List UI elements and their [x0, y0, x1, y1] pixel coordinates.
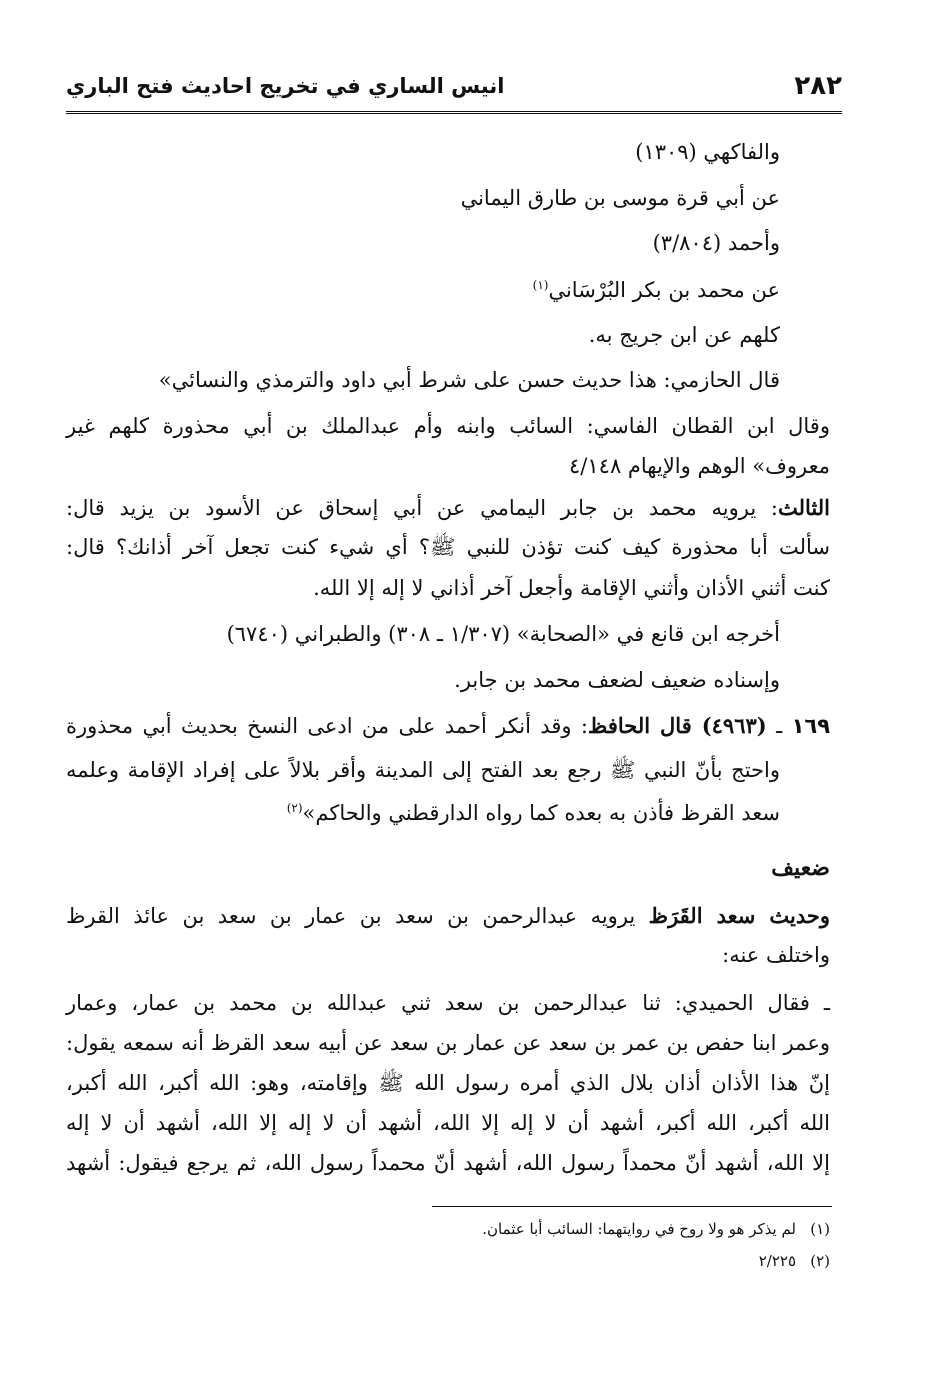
text-line: قال الحازمي: هذا حديث حسن على شرط أبي داود والترمذي والنسائي»: [158, 368, 780, 392]
text-line: إلا الله، أشهد أنّ محمداً رسول الله، أشهد أنّ محمداً رسول الله، ثم يرجع فيقول: أشهد: [66, 1151, 830, 1175]
text-line: سعد القرظ فأذن به بعده كما رواه الدارقطني والحاكم»$^{(٢)}$: [286, 801, 780, 825]
text-line: معروف» الوهم والإيهام ٤/١٤٨: [569, 454, 830, 478]
text-line: واحتج بأنّ النبي ﷺ رجع بعد الفتح إلى المدينة وأقر بلالاً على إفراد الإقامة وعلمه: [66, 758, 780, 782]
text-line: كلهم عن ابن جريج به.: [588, 323, 780, 347]
hadith-title: وحديث سعد القَرَظ: [648, 903, 830, 928]
entry-reference: (٤٩٦٣) قال الحافظ: [587, 713, 767, 738]
text-line: واختلف عنه:: [722, 943, 830, 967]
entry-heading: ١٦٩ ـ (٤٩٦٣) قال الحافظ: وقد أنكر أحمد على من ادعى النسخ بحديث أبي محذورة: [66, 713, 831, 738]
text-line: وحديث سعد القَرَظ يرويه عبدالرحمن بن سعد بن عمار بن سعد بن عائذ القرظ: [66, 903, 830, 928]
text-line: سألت أبا محذورة كيف كنت تؤذن للنبي ﷺ؟ أي شيء كنت تجعل آخر أذانك؟ قال:: [66, 535, 830, 559]
footnote-1: (١)لم يذكر هو ولا روح في روايتهما: السائب أبا عثمان.: [482, 1220, 830, 1238]
text-line: ـ فقال الحميدي: ثنا عبدالرحمن بن سعد ثني عبدالله بن محمد بن عمار، وعمار: [66, 991, 830, 1015]
text-line: إنّ هذا الأذان أذان بلال الذي أمره رسول الله ﷺ وإقامته، وهو: الله أكبر، الله أكبر،: [66, 1071, 830, 1095]
page-number: ٢٨٢: [794, 71, 842, 101]
footnote-2: (٢)٢/٢٢٥: [758, 1252, 830, 1270]
footnote-ref[interactable]: (١): [532, 278, 549, 292]
page-header: [66, 66, 842, 106]
footnote-rule: [432, 1206, 832, 1207]
text-line: والفاكهي (١٣٠٩): [635, 140, 780, 164]
footnote-ref[interactable]: (٢): [286, 801, 303, 815]
header-rule: [66, 111, 842, 114]
section-label: الثالث: [778, 495, 830, 520]
footnote-mark: (١): [810, 1220, 830, 1238]
text-line: وإسناده ضعيف لضعف محمد بن جابر.: [454, 668, 780, 692]
grade-label: ضعيف: [771, 855, 830, 881]
running-title: انيس الساري في تخريج احاديث فتح الباري: [66, 74, 505, 98]
text-line: الثالث: يرويه محمد بن جابر اليمامي عن أبي إسحاق عن الأسود بن يزيد قال:: [66, 495, 830, 520]
text-line: كنت أثني الأذان وأثني الإقامة وأجعل آخر أذاني لا إله إلا الله.: [313, 576, 830, 600]
entry-number: ١٦٩: [791, 714, 831, 738]
text-line: أخرجه ابن قانع في «الصحابة» (١/٣٠٧ ـ ٣٠٨) والطبراني (٦٧٤٠): [226, 622, 780, 646]
text-line: وأحمد (٣/٨٠٤): [652, 231, 780, 255]
text-line: الله أكبر، الله أكبر، أشهد أن لا إله إلا الله، أشهد أن لا إله إلا الله، أشهد أن لا إله: [66, 1111, 830, 1135]
text-line: وعمر ابنا حفص بن عمر بن سعد عن عمار بن سعد عن أبيه سعد القرظ أنه سمعه يقول:: [66, 1031, 830, 1055]
text-line: عن أبي قرة موسى بن طارق اليماني: [460, 186, 780, 210]
text-line: عن محمد بن بكر البُرْسَاني$^{(١)}$: [532, 278, 780, 302]
text-line: وقال ابن القطان الفاسي: السائب وابنه وأم عبدالملك بن أبي محذورة كلهم غير: [66, 414, 830, 438]
footnote-mark: (٢): [810, 1252, 830, 1270]
